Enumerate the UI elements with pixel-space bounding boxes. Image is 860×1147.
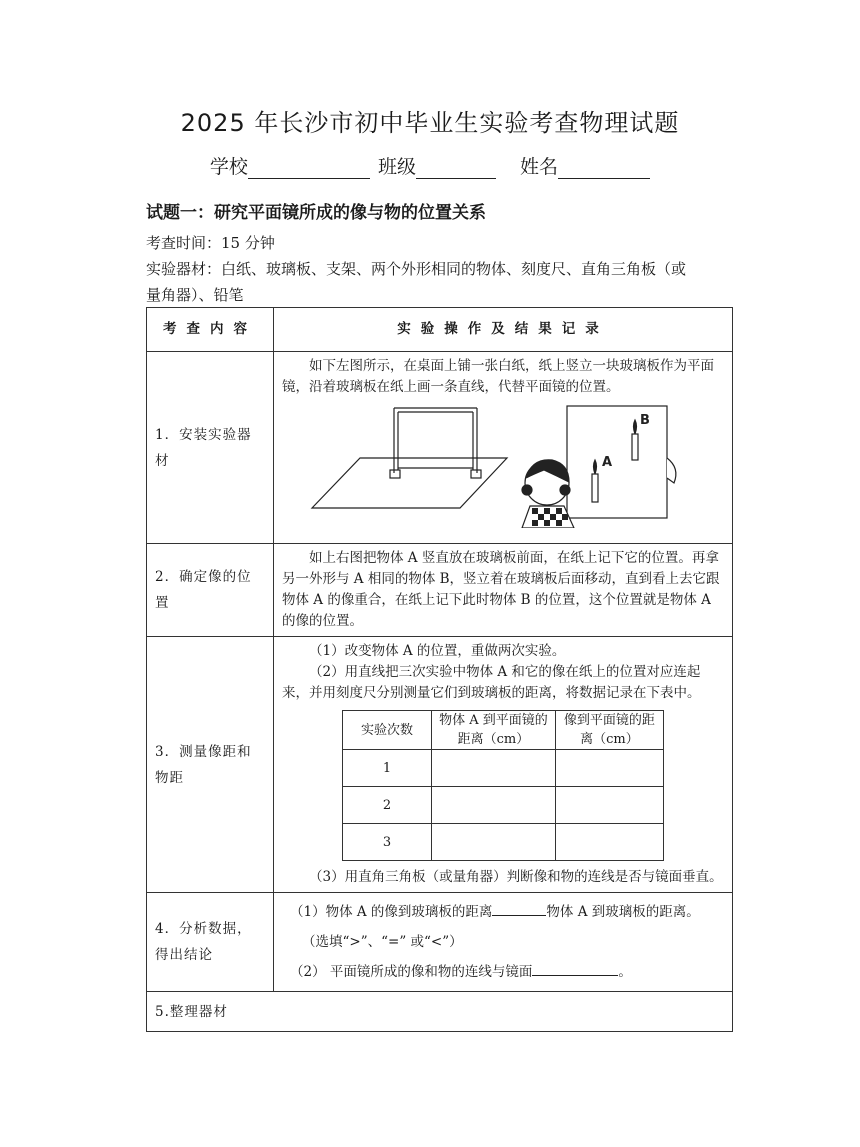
class-blank[interactable]	[416, 160, 496, 179]
question-title: 试题一：研究平面镜所成的像与物的位置关系	[146, 203, 486, 223]
col-object-distance-header: 物体 A 到平面镜的距离（cm）	[432, 711, 556, 750]
equipment-line-2: 量角器）、铅笔	[146, 286, 244, 304]
class-label: 班级	[377, 156, 416, 178]
row-3-label: 3．测量像距和物距	[147, 637, 274, 893]
conclusion-2	[282, 957, 724, 987]
exam-table	[146, 307, 733, 1032]
conclusion-1	[282, 897, 724, 927]
row-1-text: 如下左图所示，在桌面上铺一张白纸，纸上竖立一块玻璃板作为平面镜，沿着玻璃板在纸上画一条直线，代替平面镜的位置。	[282, 358, 714, 395]
name-label: 姓名	[520, 156, 559, 178]
header-operations: 实验操作及结果记录	[274, 308, 733, 352]
conclusion-1-text-b: 物体 A 到玻璃板的距离。	[546, 904, 700, 920]
image-distance-cell[interactable]	[555, 824, 663, 861]
label-a: A	[602, 455, 613, 470]
data-table	[342, 710, 664, 861]
conclusion-1-text-a: （1）物体 A 的像到玻璃板的距离	[290, 904, 493, 920]
row-1-label: 1．安装实验器材	[147, 352, 274, 544]
row-2-text: 如上右图把物体 A 竖直放在玻璃板前面，在纸上记下它的位置。再拿另一外形与 A 相同的物体 B，竖立着在玻璃板后面移动，直到看上去它跟物体 A 的像重合，在纸上记下此时物体 B 的位置，这个位置就是物体 A 的像的位置。	[274, 544, 733, 637]
school-blank[interactable]	[248, 160, 370, 179]
conclusion-1-hint: （选填“>”、“=” 或“<”）	[302, 934, 463, 950]
object-distance-cell[interactable]	[432, 750, 556, 787]
student-info-line	[0, 152, 860, 179]
name-blank[interactable]	[558, 160, 650, 179]
trial-number: 2	[343, 787, 432, 824]
trial-number: 3	[343, 824, 432, 861]
object-distance-cell[interactable]	[432, 824, 556, 861]
step-1: （1）改变物体 A 的位置，重做两次实验。	[309, 643, 566, 659]
step-2: （2）用直线把三次实验中物体 A 和它的像在纸上的位置对应连起来，并用刻度尺分别测量它们到玻璃板的距离，将数据记录在下表中。	[282, 664, 701, 701]
glass-plate-stand-figure	[312, 408, 507, 508]
mirror-child-figure	[522, 406, 676, 528]
row-1-content	[274, 352, 733, 544]
document-title: 2025 年长沙市初中毕业生实验考查物理试题	[180, 109, 680, 137]
row-4-label: 4．分析数据，得出结论	[147, 893, 274, 992]
conclusion-2-text-b: 。	[618, 964, 632, 980]
conclusion-2-text-a: （2） 平面镜所成的像和物的连线与镜面	[290, 964, 533, 980]
exam-time: 考查时间：15 分钟	[146, 234, 275, 252]
col-image-distance-header: 像到平面镜的距离（cm）	[555, 711, 663, 750]
conclusion-2-blank[interactable]	[532, 961, 618, 976]
step-3: （3）用直角三角板（或量角器）判断像和物的连线是否与镜面垂直。	[309, 869, 723, 885]
image-distance-cell[interactable]	[555, 750, 663, 787]
table-row	[343, 787, 664, 824]
col-trial-header: 实验次数	[343, 711, 432, 750]
trial-number: 1	[343, 750, 432, 787]
equipment-line-1: 实验器材：白纸、玻璃板、支架、两个外形相同的物体、刻度尺、直角三角板（或	[146, 260, 687, 278]
apparatus-figure	[282, 398, 722, 528]
row-5-label: 5.整理器材	[147, 992, 733, 1032]
table-row	[343, 750, 664, 787]
label-b: B	[640, 413, 650, 428]
conclusion-1-blank[interactable]	[492, 901, 546, 916]
row-2-label: 2．确定像的位置	[147, 544, 274, 637]
image-distance-cell[interactable]	[555, 787, 663, 824]
object-distance-cell[interactable]	[432, 787, 556, 824]
row-3-content	[274, 637, 733, 893]
header-content: 考查内容	[147, 308, 274, 352]
table-row	[343, 824, 664, 861]
school-label: 学校	[209, 156, 248, 178]
row-4-content	[274, 893, 733, 992]
